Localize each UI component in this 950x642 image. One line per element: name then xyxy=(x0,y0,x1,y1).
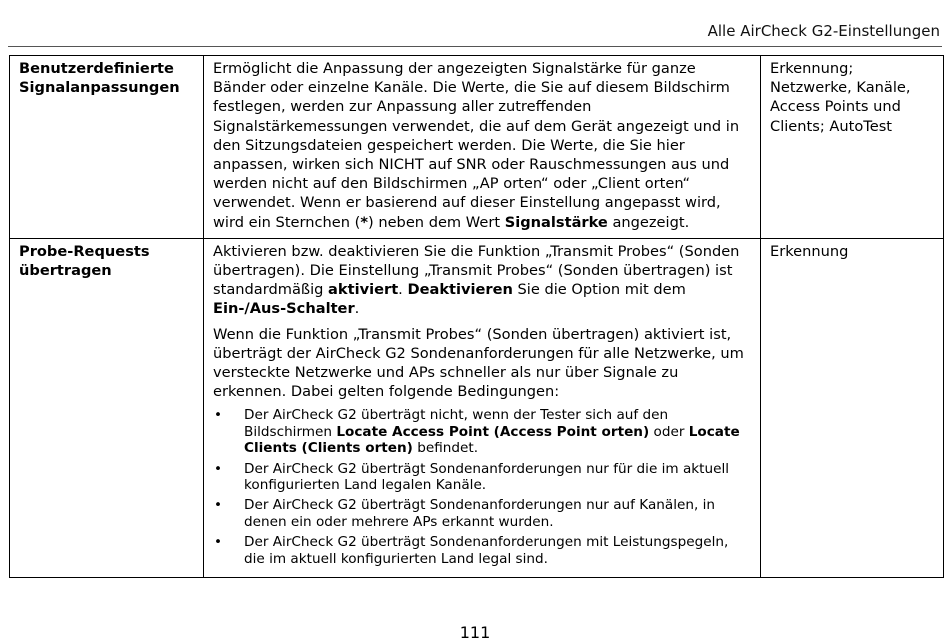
setting-location: Erkennung xyxy=(761,238,944,577)
description-paragraph xyxy=(213,242,752,319)
item-text: Der AirCheck G2 überträgt nicht, wenn der Tester sich auf den Bildschirmen xyxy=(244,407,669,440)
desc-text: . xyxy=(354,300,360,318)
setting-description xyxy=(204,238,761,577)
conditions-list xyxy=(213,407,752,567)
table-row xyxy=(10,238,944,577)
page-number: 111 xyxy=(459,623,491,642)
desc-text: ) neben dem Wert xyxy=(368,213,505,231)
header-rule xyxy=(8,46,942,47)
setting-name: Benutzerdefinierte Signalanpassungen xyxy=(10,56,204,239)
table-row xyxy=(10,56,944,239)
desc-bold: * xyxy=(360,213,368,231)
item-bold: Locate Clients (Clients orten) xyxy=(244,423,740,457)
desc-text: angezeigt. xyxy=(607,213,690,231)
desc-text: Sie die Option mit dem xyxy=(512,281,686,299)
desc-bold: Ein-/Aus-Schalter xyxy=(213,300,355,318)
item-bold: Locate Access Point (Access Point orten) xyxy=(336,423,650,440)
running-header-title: Alle AirCheck G2-Einstellungen xyxy=(707,22,940,40)
desc-bold: aktiviert xyxy=(328,281,399,299)
list-item: • Der AirCheck G2 überträgt Sondenanforderungen nur auf Kanälen, in denen ein oder mehrere APs erkannt wurden. xyxy=(213,497,752,530)
desc-bold: Signalstärke xyxy=(504,213,608,231)
description-paragraph: Wenn die Funktion „Transmit Probes“ (Sonden übertragen) aktiviert ist, überträgt der AirCheck G2 Sondenanforderungen für alle Netzwerke, um versteckte Netzwerke und APs schneller als nur über Signale zu erkennen. Dabei gelten folgende Bedingungen: xyxy=(213,325,744,401)
settings-table xyxy=(9,55,944,578)
desc-text: Aktivieren bzw. deaktivieren Sie die Funktion „Transmit Probes“ (Sonden übertragen). Die Einstellung „Transmit Probes“ (Sonden übertragen) ist standardmäßig xyxy=(213,242,740,299)
list-item xyxy=(213,407,752,456)
desc-bold: Deaktivieren xyxy=(407,281,513,299)
item-text: oder xyxy=(649,423,689,440)
setting-name: Probe-Requests übertragen xyxy=(10,238,204,577)
desc-text: Ermöglicht die Anpassung der angezeigten Signalstärke für ganze Bänder oder einzelne Kanäle. Die Werte, die Sie auf diesem Bildschirm festlegen, werden zur Anpassung aller zutreffenden Signalstärkemessungen verwendet, die auf dem Gerät angezeigt und in den Sitzungsdateien gespeichert werden. Die Werte, die Sie hier anpassen, wirken sich NICHT auf SNR oder Rauschmessungen aus und werden nicht auf den Bildschirmen „AP orten“ oder „Client orten“ verwendet. Wenn er basierend auf dieser Einstellung angepasst wird, wird ein Sternchen ( xyxy=(213,60,740,231)
list-item: • Der AirCheck G2 überträgt Sondenanforderungen mit Leistungspegeln, die im aktuell konfigurierten Land legal sind. xyxy=(213,534,752,567)
list-item: • Der AirCheck G2 überträgt Sondenanforderungen nur für die im aktuell konfigurierten Land legalen Kanäle. xyxy=(213,461,752,494)
setting-description xyxy=(204,56,761,239)
desc-text: . xyxy=(398,281,408,299)
setting-location: Erkennung; Netzwerke, Kanäle, Access Points und Clients; AutoTest xyxy=(761,56,944,239)
item-text: befindet. xyxy=(412,440,479,457)
